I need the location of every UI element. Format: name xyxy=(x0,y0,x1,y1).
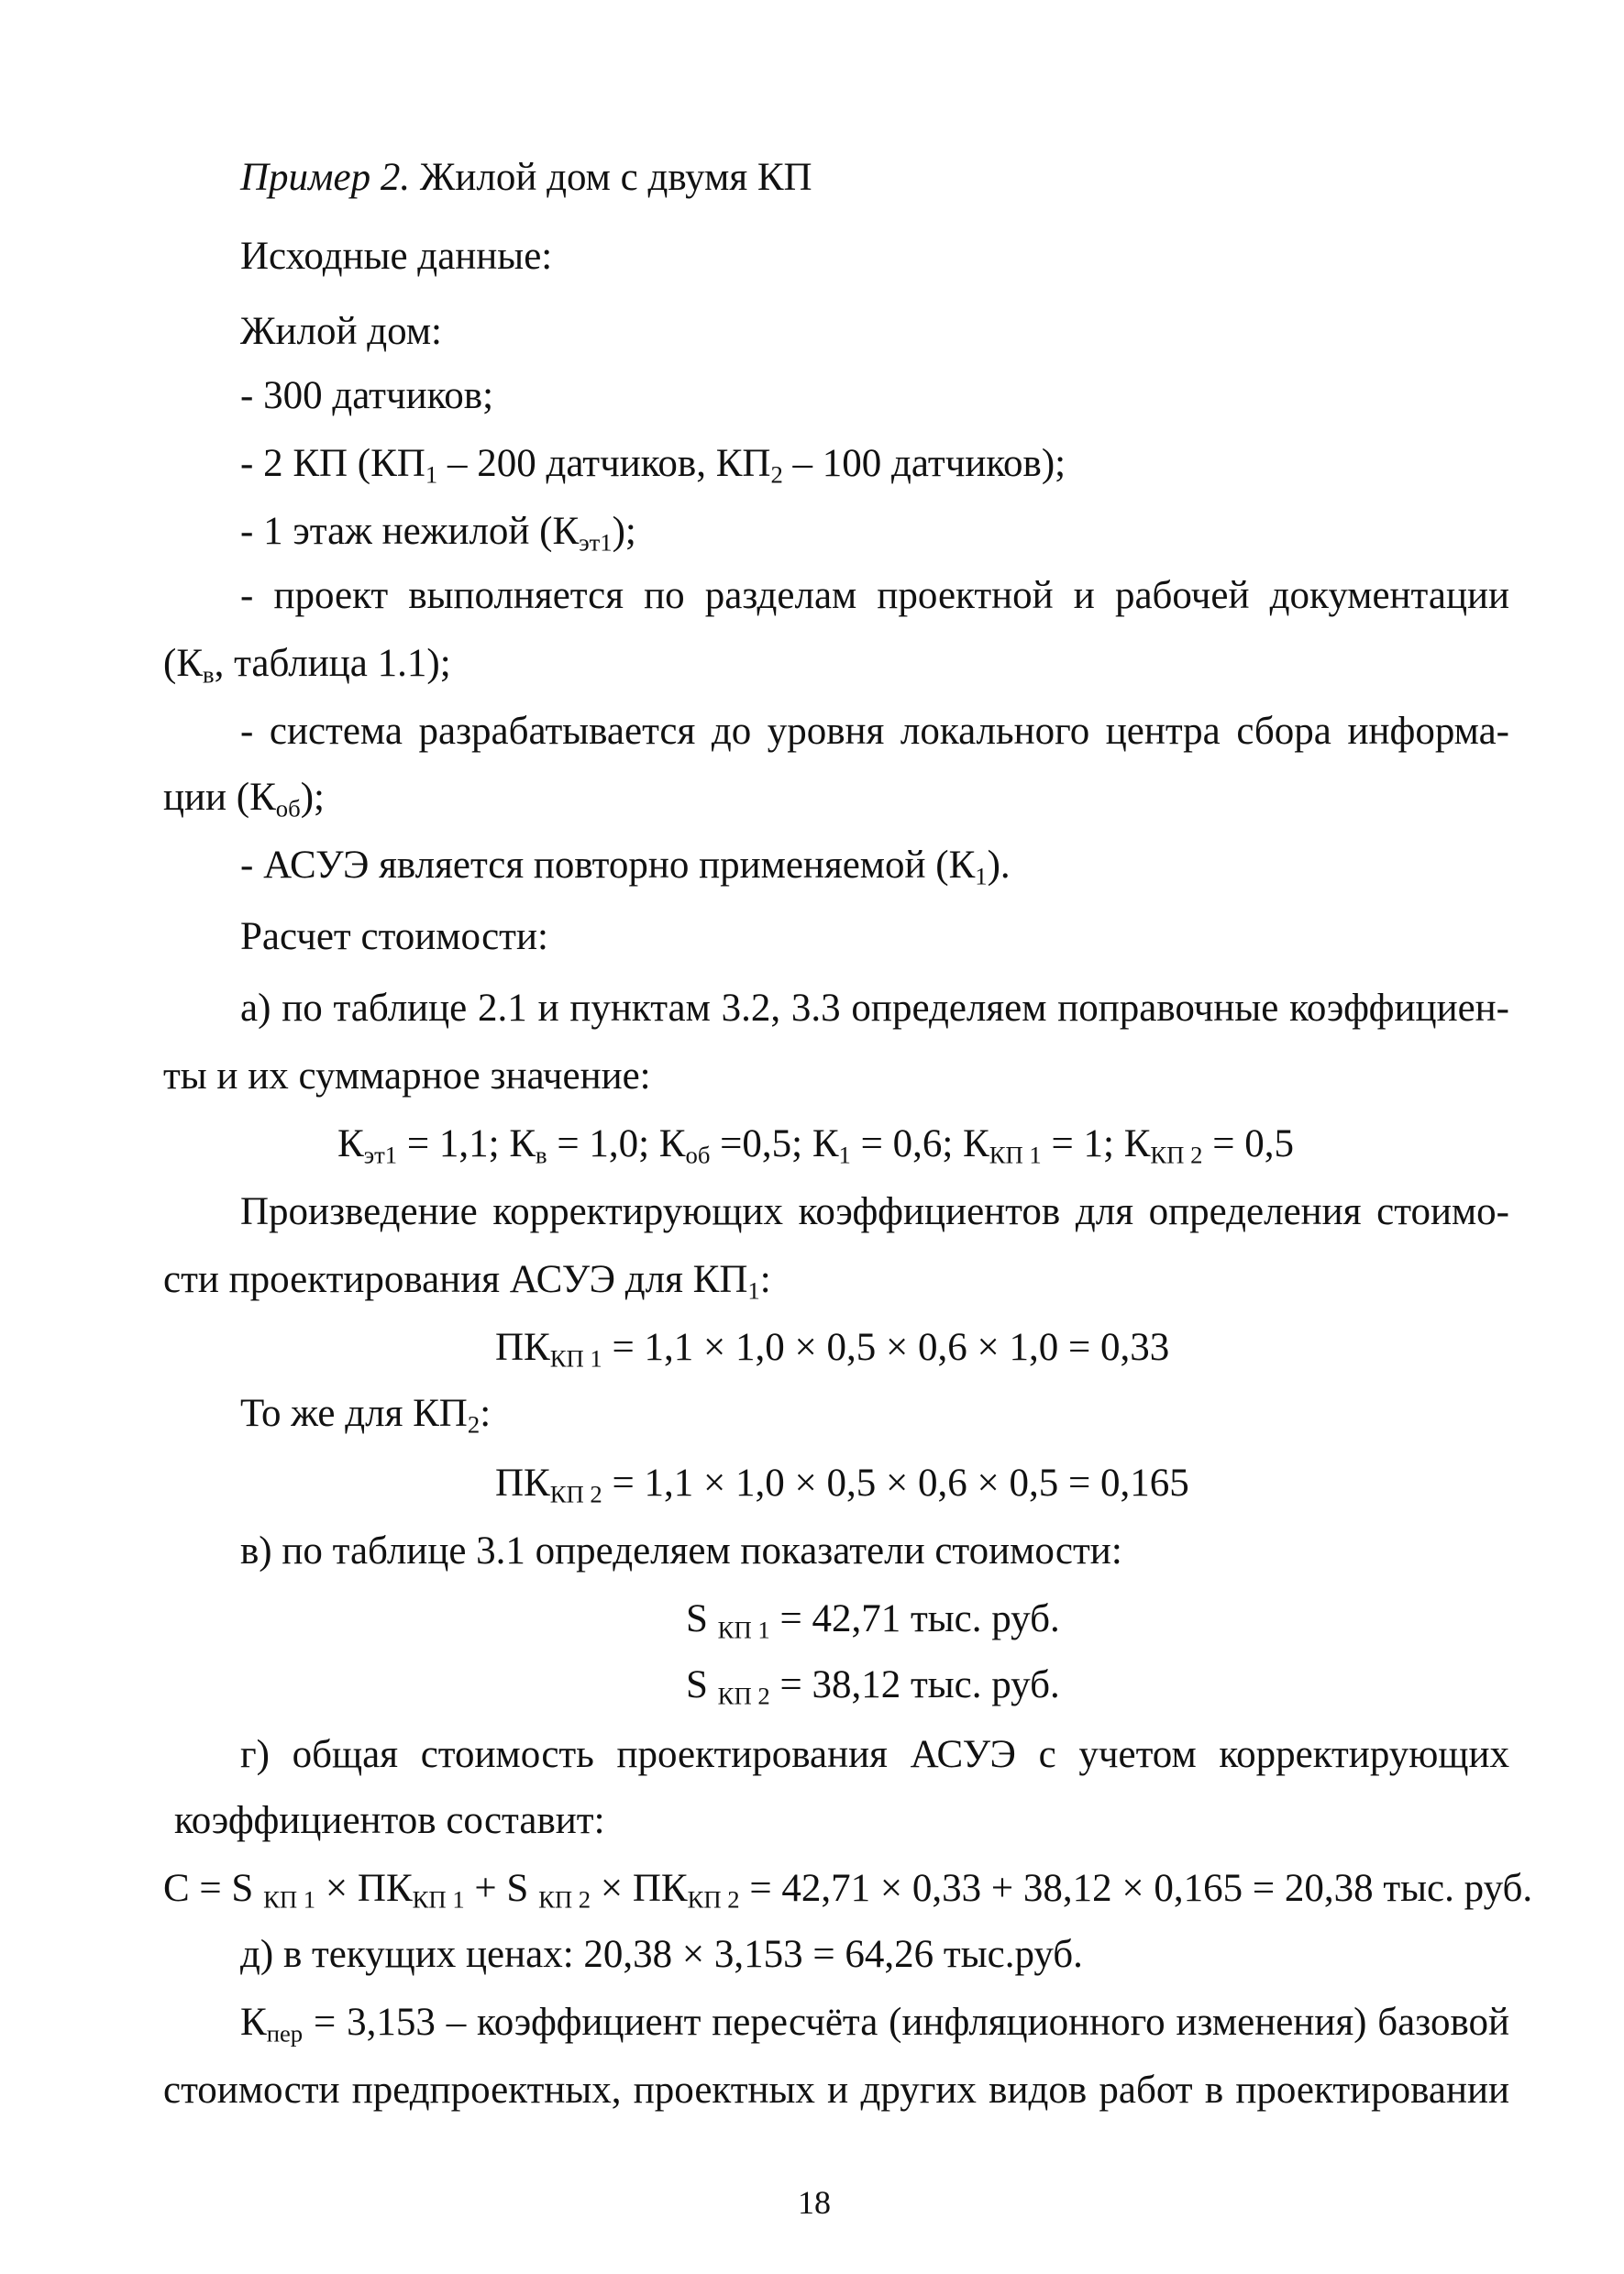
step-a-line1: а) по таблице 2.1 и пунктам 3.2, 3.3 определяем поправочные коэффициен- xyxy=(240,987,1509,1030)
list-item-project-line2: ($К_в$, таблица 1.1); xyxy=(163,642,451,689)
example-title xyxy=(240,158,812,197)
step-g-line1: г) общая стоимость проектирования АСУЭ с учетом корректирующих xyxy=(240,1733,1509,1776)
calculation-heading: Расчет стоимости: xyxy=(240,915,548,958)
k-per-line1: $К_{пер} = 3,153$ – коэффициент пересчёта (инфляционного изменения) базовой xyxy=(240,2001,1509,2048)
step-v: в) по таблице 3.1 определяем показатели стоимости: xyxy=(240,1529,1122,1573)
formula-pk1: $ПК_{КП 1} = 1,1 \times 1,0 \times 0,5 \times 0,6 \times 1,0 = 0,33$ xyxy=(495,1326,1170,1373)
list-item-asue: - АСУЭ является повторно применяемой $(К_1)$. xyxy=(240,844,1011,890)
product-text-line1: Произведение корректирующих коэффициентов для определения стоимо- xyxy=(240,1190,1509,1233)
same-for-kp2: То же для $КП_2$: xyxy=(240,1392,492,1439)
step-g-line2: коэффициентов составит: xyxy=(174,1799,605,1842)
cost-kp1: S $_{КП 1}$ = 42,71 тыс. руб. xyxy=(686,1597,1060,1644)
page-number: 18 xyxy=(798,2184,831,2221)
list-item-system-line1: - система разрабатывается до уровня локального центра сбора информа- xyxy=(240,710,1509,753)
step-d: д) в текущих ценах: 20,38 × 3,153 = 64,26 тыс.руб. xyxy=(240,1933,1083,1976)
list-item-kp: - 2 КП ($КП_1 - 200$ датчиков, $КП_2 - 100$ датчиков); xyxy=(240,442,1066,489)
product-text-line2: сти проектирования АСУЭ для $КП_1$: xyxy=(163,1258,771,1305)
k-per-line2: стоимости предпроектных, проектных и других видов работ в проектировании xyxy=(163,2069,1509,2112)
list-item-system-line2: ции $(К_{об})$; xyxy=(163,776,325,822)
formula-pk2: $ПК_{КП 2} = 1,1 \times 1,0 \times 0,5 \times 0,6 \times 0,5 = 0,165$ xyxy=(495,1462,1189,1508)
building-label: Жилой дом: xyxy=(240,310,442,353)
list-item-sensors: - 300 датчиков; xyxy=(240,374,494,417)
example-subject: Жилой дом с двумя КП xyxy=(410,156,812,199)
list-item-floor: - 1 этаж нежилой $(К_{эт1})$; xyxy=(240,510,636,557)
coefficients-line: $К_{эт1} = 1,1$; $К_в = 1,0$; $К_{об} =0,5$; $К_1 = 0,6$; $К_{КП 1} = 1$; $К_{КП 2} = 0,5$ xyxy=(337,1122,1294,1169)
cost-kp2: S $_{КП 2}$ = 38,12 тыс. руб. xyxy=(686,1663,1060,1710)
source-data-heading: Исходные данные: xyxy=(240,235,553,278)
example-label: Пример 2. xyxy=(240,156,411,199)
list-item-project-line1: - проект выполняется по разделам проектной и рабочей документации xyxy=(240,574,1509,617)
total-cost-formula: С = S $_{КП 1} \times ПК_{КП 1} + S$ $_{КП 2} \times ПК_{КП 2} = 42,71 \times 0,33 + 38,12 \times 0,165 = 20,38$ тыс. руб. xyxy=(163,1867,1533,1914)
step-a-line2: ты и их суммарное значение: xyxy=(163,1054,651,1098)
